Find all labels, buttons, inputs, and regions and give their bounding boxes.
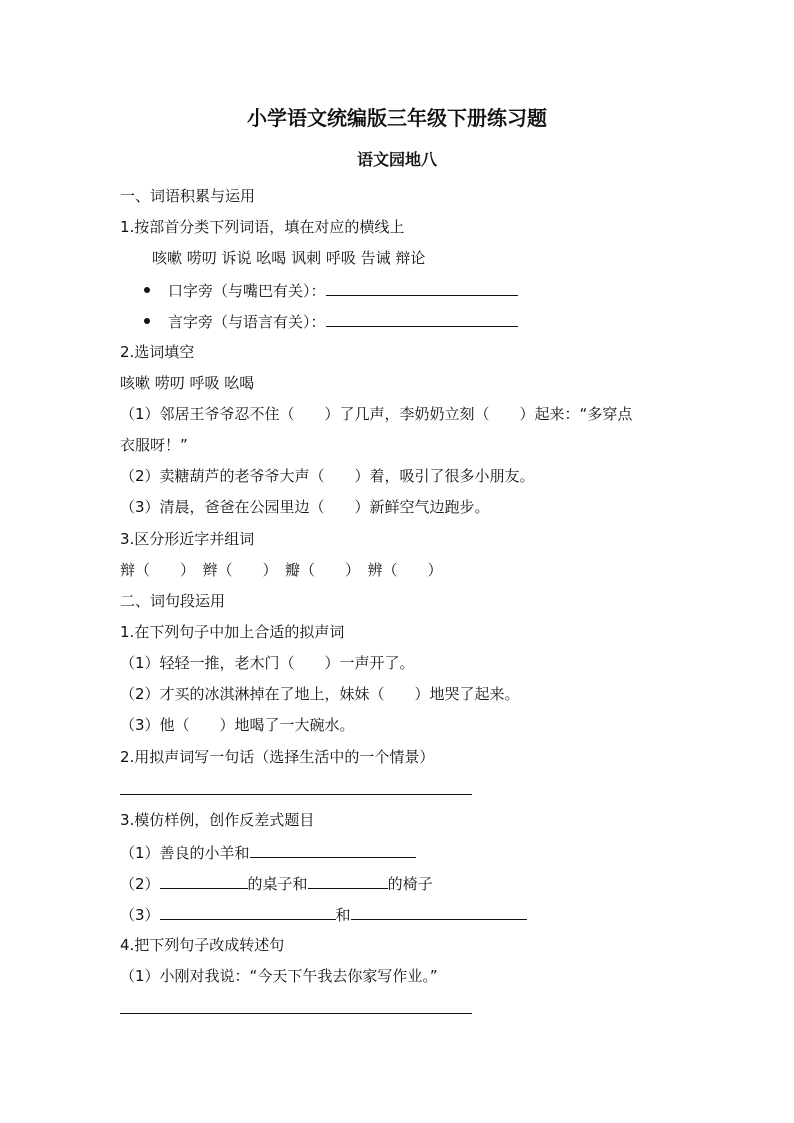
bullet1-label: 口字旁（与嘴巴有关）： bbox=[168, 282, 326, 300]
s1-q2-item2: （2）卖糖葫芦的老爷爷大声（ ）着，吸引了很多小朋友。 bbox=[120, 467, 535, 485]
bullet-icon bbox=[144, 287, 150, 293]
s1-q3-items: 辩（ ） 辫（ ） 瓣（ ） 辨（ ） bbox=[120, 561, 443, 579]
s2-q3-item3-blank2[interactable] bbox=[351, 903, 527, 920]
s2-q3-prompt: 3.模仿样例，创作反差式题目 bbox=[120, 811, 315, 829]
s2-q3-item3 bbox=[120, 903, 527, 925]
s2-q3-item2-label: （2） bbox=[120, 875, 160, 893]
s2-q1-item2: （2）才买的冰淇淋掉在了地上，妹妹（ ）地哭了起来。 bbox=[120, 685, 520, 703]
s2-q3-item2-end: 的椅子 bbox=[387, 875, 433, 893]
s2-q4-answer-line[interactable] bbox=[120, 1013, 472, 1014]
s1-q2-prompt: 2.选词填空 bbox=[120, 343, 195, 361]
s2-q3-item3-label: （3） bbox=[120, 906, 160, 924]
s2-q1-prompt: 1.在下列句子中加上合适的拟声词 bbox=[120, 623, 345, 641]
s2-q3-item3-mid: 和 bbox=[335, 906, 351, 924]
s1-q2-item3: （3）清晨，爸爸在公园里边（ ）新鲜空气边跑步。 bbox=[120, 498, 490, 516]
bullet1-answer-blank[interactable] bbox=[326, 279, 518, 296]
bullet-icon bbox=[144, 318, 150, 324]
s2-q2-prompt: 2.用拟声词写一句话（选择生活中的一个情景） bbox=[120, 748, 435, 766]
s2-q3-item1-label: （1）善良的小羊和 bbox=[120, 844, 250, 862]
section2-heading: 二、词句段运用 bbox=[120, 592, 226, 610]
s2-q3-item1 bbox=[120, 841, 416, 863]
s2-q4-prompt: 4.把下列句子改成转述句 bbox=[120, 936, 285, 954]
s1-q2-item1-line2: 衣服呀！” bbox=[120, 436, 188, 454]
s2-q3-item2-mid: 的桌子和 bbox=[247, 875, 308, 893]
s2-q3-item3-blank1[interactable] bbox=[160, 903, 336, 920]
page-subtitle: 语文园地八 bbox=[356, 150, 437, 169]
s2-q4-item1: （1）小刚对我说：“今天下午我去你家写作业。” bbox=[120, 967, 438, 985]
section1-heading: 一、词语积累与运用 bbox=[120, 187, 256, 205]
s2-q1-item1: （1）轻轻一推，老木门（ ）一声开了。 bbox=[120, 654, 415, 672]
s1-q1-words: 咳嗽 唠叨 诉说 吆喝 讽刺 呼吸 告诫 辩论 bbox=[152, 249, 426, 267]
s1-q2-item1-line1: （1）邻居王爷爷忍不住（ ）了几声，李奶奶立刻（ ）起来：“多穿点 bbox=[120, 405, 633, 423]
s2-q3-item2 bbox=[120, 872, 433, 894]
page-title: 小学语文统编版三年级下册练习题 bbox=[247, 106, 547, 130]
s1-q1-prompt: 1.按部首分类下列词语，填在对应的横线上 bbox=[120, 218, 405, 236]
s2-q3-item1-blank[interactable] bbox=[250, 841, 416, 858]
bullet2-label: 言字旁（与语言有关）： bbox=[168, 313, 326, 331]
s1-q1-bullet2 bbox=[144, 310, 518, 332]
s2-q3-item2-blank2[interactable] bbox=[308, 872, 388, 889]
bullet2-answer-blank[interactable] bbox=[326, 310, 518, 327]
s2-q1-item3: （3）他（ ）地喝了一大碗水。 bbox=[120, 716, 355, 734]
s1-q2-words: 咳嗽 唠叨 呼吸 吆喝 bbox=[120, 374, 255, 392]
s1-q1-bullet1 bbox=[144, 279, 518, 301]
s2-q2-answer-line[interactable] bbox=[120, 794, 472, 795]
s2-q3-item2-blank1[interactable] bbox=[160, 872, 248, 889]
s1-q3-prompt: 3.区分形近字并组词 bbox=[120, 530, 255, 548]
